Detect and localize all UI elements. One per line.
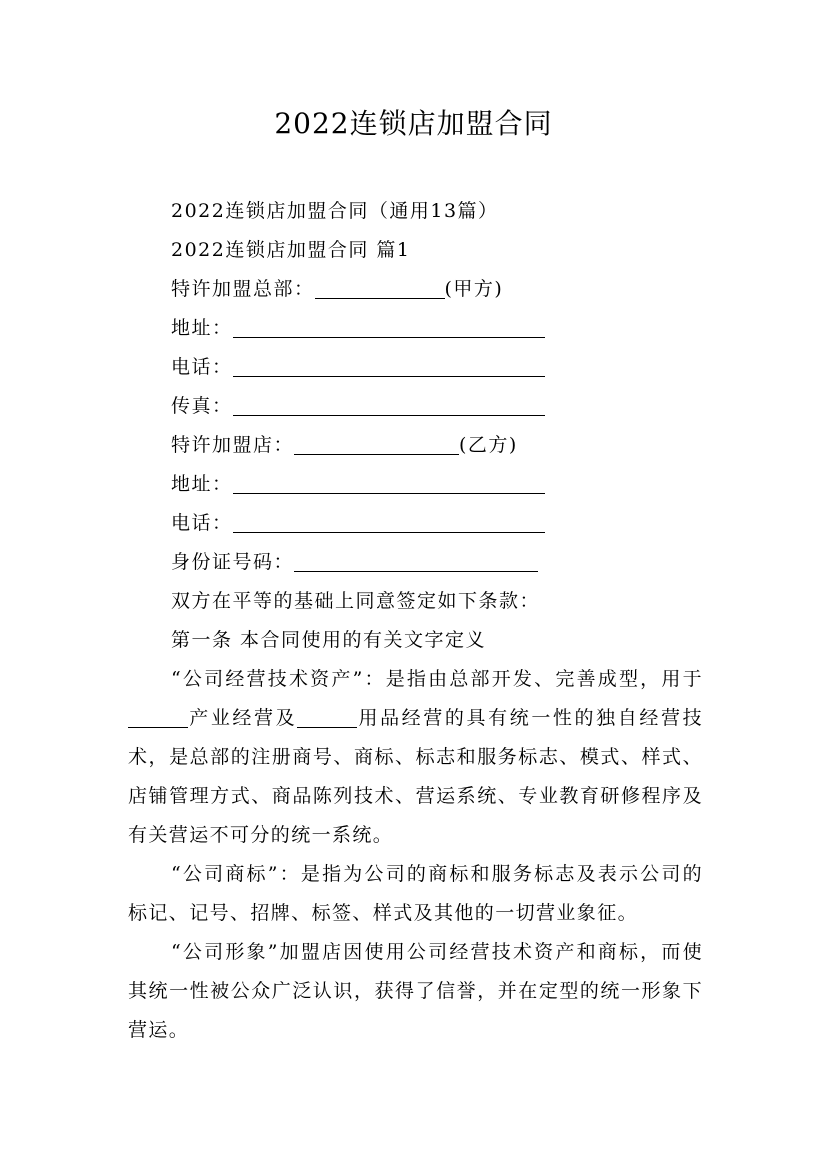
id-number-field	[171, 548, 538, 576]
franchisee-label: 特许加盟店：	[171, 434, 295, 456]
article-one-heading: 第一条 本合同使用的有关文字定义	[171, 629, 487, 651]
fax-blank	[233, 393, 545, 416]
phone-label: 电话：	[171, 512, 233, 534]
definition-paragraph-image: “公司形象”加盟店因使用公司经营技术资产和商标，而使其统一性被公众广泛认识，获得了信誉，并在定型的统一形象下营运。	[128, 941, 703, 1041]
definition-text: 用品经营的具有统一性的独自经营技术，是总部的注册商号、商标、标志和服务标志、模式、样式、店铺管理方式、商品陈列技术、营运系统、专业教育研修程序及有关营运不可分的统一系统。	[128, 707, 703, 846]
franchisee-phone-field	[171, 509, 545, 537]
party-a-label: (甲方)	[444, 278, 504, 300]
address-blank	[233, 471, 545, 494]
definition-text: “公司经营技术资产”：是指由总部开发、完善成型，用于	[171, 668, 703, 690]
franchisor-fax-field	[171, 392, 545, 420]
party-b-label: (乙方)	[459, 434, 518, 456]
definition-paragraph-assets	[128, 660, 703, 855]
franchisor-field	[171, 275, 503, 303]
products-blank	[297, 707, 357, 728]
franchisee-blank	[294, 432, 459, 455]
fax-label: 传真：	[171, 395, 233, 417]
franchisee-field	[171, 431, 518, 459]
franchisee-address-field	[171, 470, 545, 498]
section-heading: 2022连锁店加盟合同 篇1	[171, 239, 411, 261]
franchisor-phone-field	[171, 353, 545, 381]
address-blank	[233, 315, 545, 338]
franchisor-blank	[315, 276, 445, 299]
phone-label: 电话：	[171, 356, 233, 378]
franchisor-address-field	[171, 314, 545, 342]
definition-text: 产业经营及	[188, 707, 298, 729]
id-number-blank	[294, 549, 538, 572]
document-title: 2022连锁店加盟合同	[274, 107, 553, 140]
phone-blank	[233, 354, 545, 377]
franchisor-label: 特许加盟总部：	[171, 278, 315, 300]
definition-paragraph-trademark: “公司商标”：是指为公司的商标和服务标志及表示公司的标记、记号、招牌、标签、样式及其他的一切营业象征。	[128, 863, 703, 924]
agreement-intro: 双方在平等的基础上同意签定如下条款：	[171, 590, 541, 612]
address-label: 地址：	[171, 473, 233, 495]
subtitle-line: 2022连锁店加盟合同（通用13篇）	[171, 200, 499, 222]
address-label: 地址：	[171, 317, 233, 339]
id-number-label: 身份证号码：	[171, 551, 295, 573]
phone-blank	[233, 510, 545, 533]
industry-blank	[128, 707, 188, 728]
